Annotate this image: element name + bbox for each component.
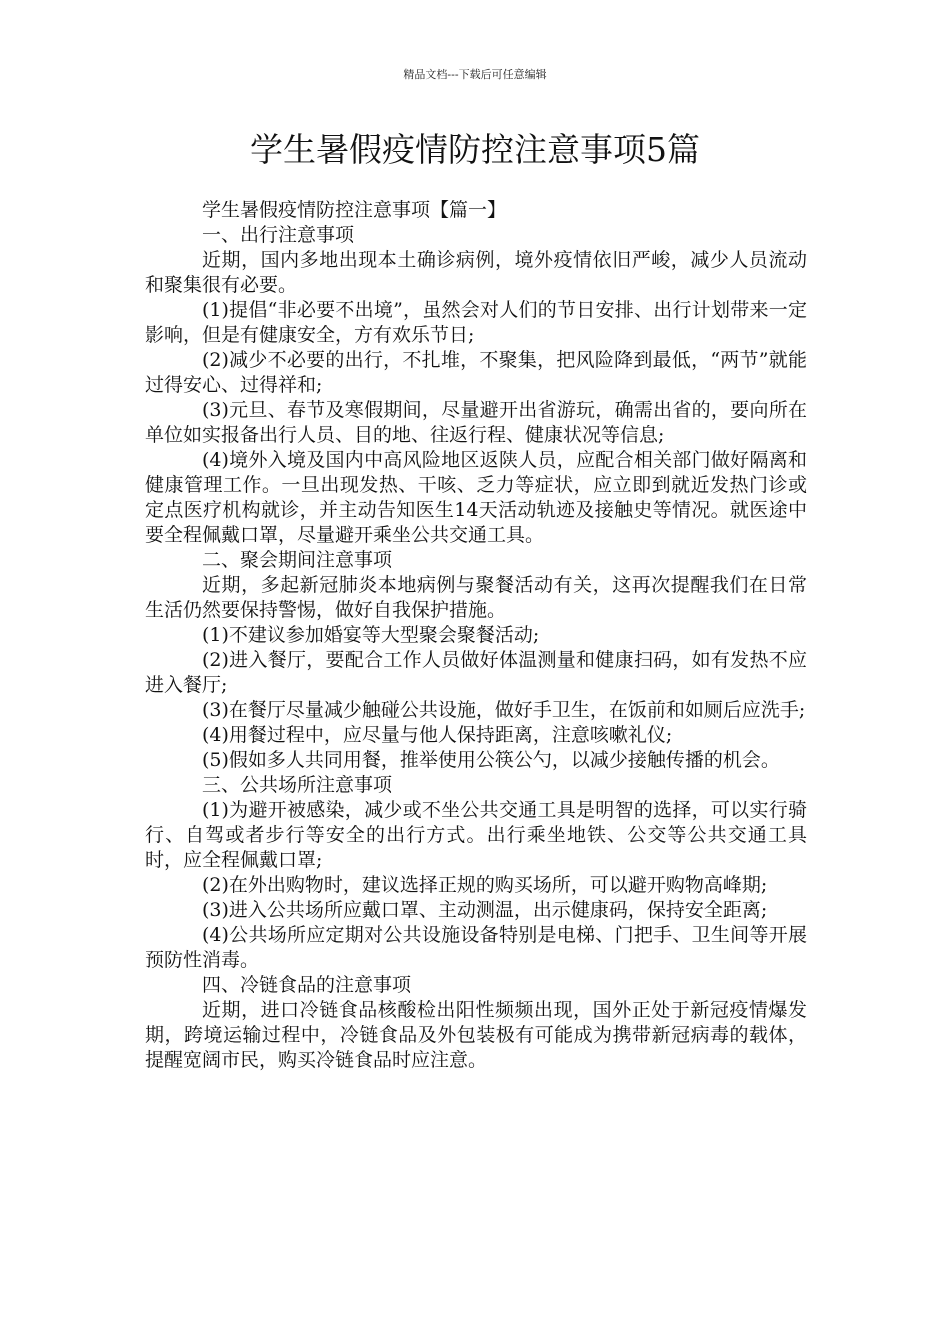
paragraph: 近期，进口冷链食品核酸检出阳性频频出现，国外正处于新冠疫情爆发期，跨境运输过程中，冷链食品及外包装极有可能成为携带新冠病毒的载体，提醒宽阔市民，购买冷链食品时应注意。 [145,999,807,1071]
subsection-heading: 二、聚会期间注意事项 [202,549,393,571]
list-item: (1)不建议参加婚宴等大型聚会聚餐活动; [202,624,540,646]
subsection-heading: 四、冷链食品的注意事项 [202,974,412,996]
list-item: (1)提倡“非必要不出境”，虽然会对人们的节日安排、出行计划带来一定影响，但是有健康安全，方有欢乐节日; [145,299,807,346]
list-item: (4)用餐过程中，应尽量与他人保持距离，注意咳嗽礼仪; [202,724,673,746]
document-body [145,198,807,1073]
list-item: (3)元旦、春节及寒假期间，尽量避开出省游玩，确需出省的，要向所在单位如实报备出行人员、目的地、往返行程、健康状况等信息; [145,399,807,446]
paragraph: 近期，多起新冠肺炎本地病例与聚餐活动有关，这再次提醒我们在日常生活仍然要保持警惕，做好自我保护措施。 [145,574,807,621]
list-item: (2)减少不必要的出行，不扎堆，不聚集，把风险降到最低，“两节”就能过得安心、过得祥和; [145,349,807,396]
subsection-heading: 三、公共场所注意事项 [202,774,393,796]
paragraph: 近期，国内多地出现本土确诊病例，境外疫情依旧严峻，减少人员流动和聚集很有必要。 [145,249,807,296]
list-item: (5)假如多人共同用餐，推举使用公筷公勺，以减少接触传播的机会。 [202,749,780,771]
list-item: (4)境外入境及国内中高风险地区返陕人员，应配合相关部门做好隔离和健康管理工作。一旦出现发热、干咳、乏力等症状，应立即到就近发热门诊或定点医疗机构就诊，并主动告知医生14天活动轨迹及接触史等情况。就医途中要全程佩戴口罩，尽量避开乘坐公共交通工具。 [145,449,807,546]
document-title: 学生暑假疫情防控注意事项5篇 [250,130,700,169]
list-item: (2)在外出购物时，建议选择正规的购买场所，可以避开购物高峰期; [202,874,768,896]
list-item: (3)进入公共场所应戴口罩、主动测温，出示健康码，保持安全距离; [202,899,768,921]
page-header-note: 精品文档---下载后可任意编辑 [403,68,547,81]
section-heading: 学生暑假疫情防控注意事项【篇一】 [202,199,507,221]
list-item: (4)公共场所应定期对公共设施设备特别是电梯、门把手、卫生间等开展预防性消毒。 [145,924,807,971]
subsection-heading: 一、出行注意事项 [202,224,355,246]
list-item: (3)在餐厅尽量减少触碰公共设施，做好手卫生，在饭前和如厕后应洗手; [202,699,806,721]
list-item: (2)进入餐厅，要配合工作人员做好体温测量和健康扫码，如有发热不应进入餐厅; [145,649,807,696]
list-item: (1)为避开被感染，减少或不坐公共交通工具是明智的选择，可以实行骑行、自驾或者步行等安全的出行方式。出行乘坐地铁、公交等公共交通工具时，应全程佩戴口罩; [145,799,807,871]
